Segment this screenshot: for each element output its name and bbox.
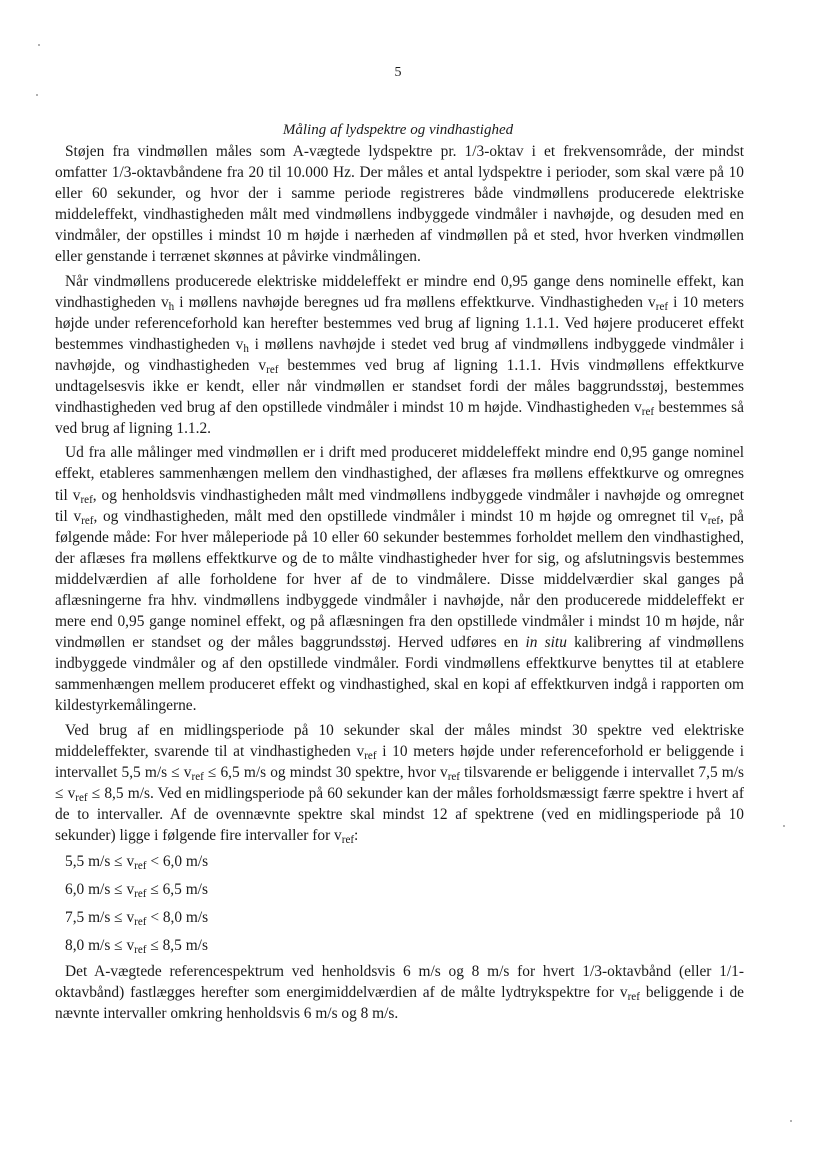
text-run: , og vindhastigheden, målt med den opstillede vindmåler i mindst 10 m højde og omregnet til v (93, 507, 708, 525)
text-run: , på følgende måde: For hver måleperiode på 10 eller 60 sekunder bestemmes forholdet mellem den vindhastighed, der aflæses fra møllens effektkurve og de to målte vindhastigheder hver for sig, og afslutningsvis bestemmes middelværdien af alle forholdene for hver af de to vindmålere. Disse middelværdier skal ganges på aflæsningerne fra hhv. vindmøllens indbyggede vindmåler i navhøjde, når den producerede middeleffekt er mere end 0,95 gange nominel effekt, og på aflæsningen fra den opstillede vindmåler i mindst 10 m højde, når vindmøllen er standset og der måles baggrundsstøj. Herved udføres en (55, 507, 744, 652)
interval-line (55, 877, 744, 902)
subscript: h (243, 342, 249, 355)
subscript: ref (707, 514, 720, 527)
subscript: ref (641, 406, 655, 419)
text-run: bestemmes ved brug af ligning 1.1.1. Hvis vindmøllens effektkurve undtagelsesvis ikke er kendt, eller når vindmøllen er standset fordi der måles baggrundsstøj, bestemmes vindhastigheden ved brug af den opstillede vindmåler i mindst 10 m højde. Vindhastigheden v (55, 356, 745, 417)
document-body (55, 141, 744, 1027)
scan-speck (790, 1120, 792, 1122)
subscript: ref (627, 991, 640, 1004)
text-run: ≤ 8,5 m/s (146, 937, 208, 955)
subscript: ref (341, 834, 355, 847)
subscript: ref (191, 770, 204, 783)
scan-speck (38, 44, 40, 46)
paragraph-4 (55, 720, 744, 847)
paragraph-5 (55, 961, 744, 1024)
text-run: ≤ 6,5 m/s og mindst 30 spektre, hvor v (203, 763, 448, 781)
subscript: ref (134, 888, 147, 901)
text-run: 5,5 m/s ≤ v (65, 853, 135, 871)
subscript: ref (134, 944, 147, 957)
paragraph-2 (55, 271, 744, 440)
subscript: ref (81, 514, 94, 527)
scan-speck (783, 825, 785, 827)
interval-line (55, 849, 744, 874)
scan-speck (36, 94, 38, 96)
text-run: beliggende i de nævnte intervaller omkring henholdsvis 6 m/s og 8 m/s. (55, 984, 744, 1023)
subscript: ref (266, 364, 279, 377)
interval-list (55, 849, 744, 958)
subscript: ref (80, 493, 93, 506)
subscript: ref (134, 916, 147, 929)
section-heading: Måling af lydspektre og vindhastighed (282, 122, 514, 138)
text-run: : (354, 827, 359, 844)
text-run: , og henholdsvis vindhastigheden målt med vindmøllens indbyggede vindmåler i navhøjde og omregnet til v (55, 486, 745, 525)
text-run: 6,0 m/s ≤ v (65, 881, 135, 899)
text-run: bestemmes så ved brug af ligning 1.1.2. (55, 399, 745, 438)
text-run: tilsvarende er beliggende i intervallet 7,5 m/s ≤ v (55, 763, 744, 802)
text-run: < 8,0 m/s (146, 909, 209, 927)
text-run: i møllens navhøjde beregnes ud fra møllens effektkurve. Vindhastigheden v (174, 293, 656, 311)
text-run: 7,5 m/s ≤ v (65, 909, 135, 927)
text-run: < 6,0 m/s (146, 853, 209, 871)
subscript: ref (447, 770, 460, 783)
interval-line (55, 905, 744, 930)
subscript: ref (655, 300, 669, 313)
interval-line (55, 933, 744, 958)
text-run: ≤ 8,5 m/s. Ved en midlingsperiode på 60 sekunder kan der måles forholdsmæssigt færre spektre i hvert af de to intervaller. Af de ovennævnte spektre skal mindst 12 af spektrene (ved en midlingsperiode på 10 sekunder) ligge i følgende fire intervaller for v (55, 784, 744, 844)
text-run: Det A-vægtede referencespektrum ved henholdsvis 6 m/s og 8 m/s for hvert 1/3-oktavbånd (eller 1/1-oktavbånd) fastlægges herefter som energimiddelværdien af de målte lydtrykspektre for v (55, 963, 744, 1002)
subscript: h (168, 300, 175, 313)
italic-term: in situ (525, 634, 567, 652)
text-run: ≤ 6,5 m/s (146, 881, 208, 899)
page-number: 5 (394, 65, 402, 80)
text-run: kalibrering af vindmøllens indbyggede vindmåler og af den opstillede vindmåler. Fordi vindmøllens effektkurve benyttes til at etablere sammenhængen mellem produceret effekt og vindhastighed, skal en kopi af effektkurven indgå i rapporten om kildestyrkemålingerne. (55, 634, 745, 715)
paragraph-1: Støjen fra vindmøllen måles som A-vægtede lydspektre pr. 1/3-oktav i et frekvensområde, der mindst omfatter 1/3-oktavbåndene fra 20 til 10.000 Hz. Der måles et antal lydspektre i perioder, som skal være på 10 eller 60 sekunder, og hvor der i samme periode registreres både vindmøllens producerede elektriske middeleffekt, vindhastigheden målt med vindmøllens indbyggede vindmåler i navhøjde, og desuden med en vindmåler, der opstilles i mindst 10 m højde i nærheden af vindmøllen på et sted, hvor hverken vindmøllen eller genstande i terrænet skønnes at påvirke vindmålingen. (55, 143, 744, 266)
text-run: 8,0 m/s ≤ v (65, 937, 135, 955)
text-run: i møllens navhøjde i stedet ved brug af vindmøllens indbyggede vindmåler i navhøjde, og vindhastigheden v (55, 335, 744, 374)
paragraph-3 (55, 442, 744, 716)
text-run: Når vindmøllens producerede elektriske middeleffekt er mindre end 0,95 gange dens nominelle effekt, kan vindhastigheden v (55, 272, 744, 311)
text-run: i 10 meters højde under referenceforhold er beliggende i intervallet 5,5 m/s ≤ v (55, 742, 744, 781)
subscript: ref (75, 791, 88, 804)
text-run: Ud fra alle målinger med vindmøllen er i drift med produceret middeleffekt mindre end 0,95 gange nominel effekt, etableres sammenhængen mellem den vindhastighed, der aflæses fra møllens effektkurve og omregnes til v (55, 444, 744, 504)
subscript: ref (134, 860, 147, 873)
subscript: ref (364, 749, 377, 762)
text-run: Ved brug af en midlingsperiode på 10 sekunder skal der måles mindst 30 spektre ved elektriske middeleffekter, svarende til at vindhastigheden v (55, 721, 744, 760)
text-run: i 10 meters højde under referenceforhold kan herefter bestemmes ved brug af ligning 1.1.1. Ved højere produceret effekt bestemmes vindhastigheden v (55, 293, 745, 353)
